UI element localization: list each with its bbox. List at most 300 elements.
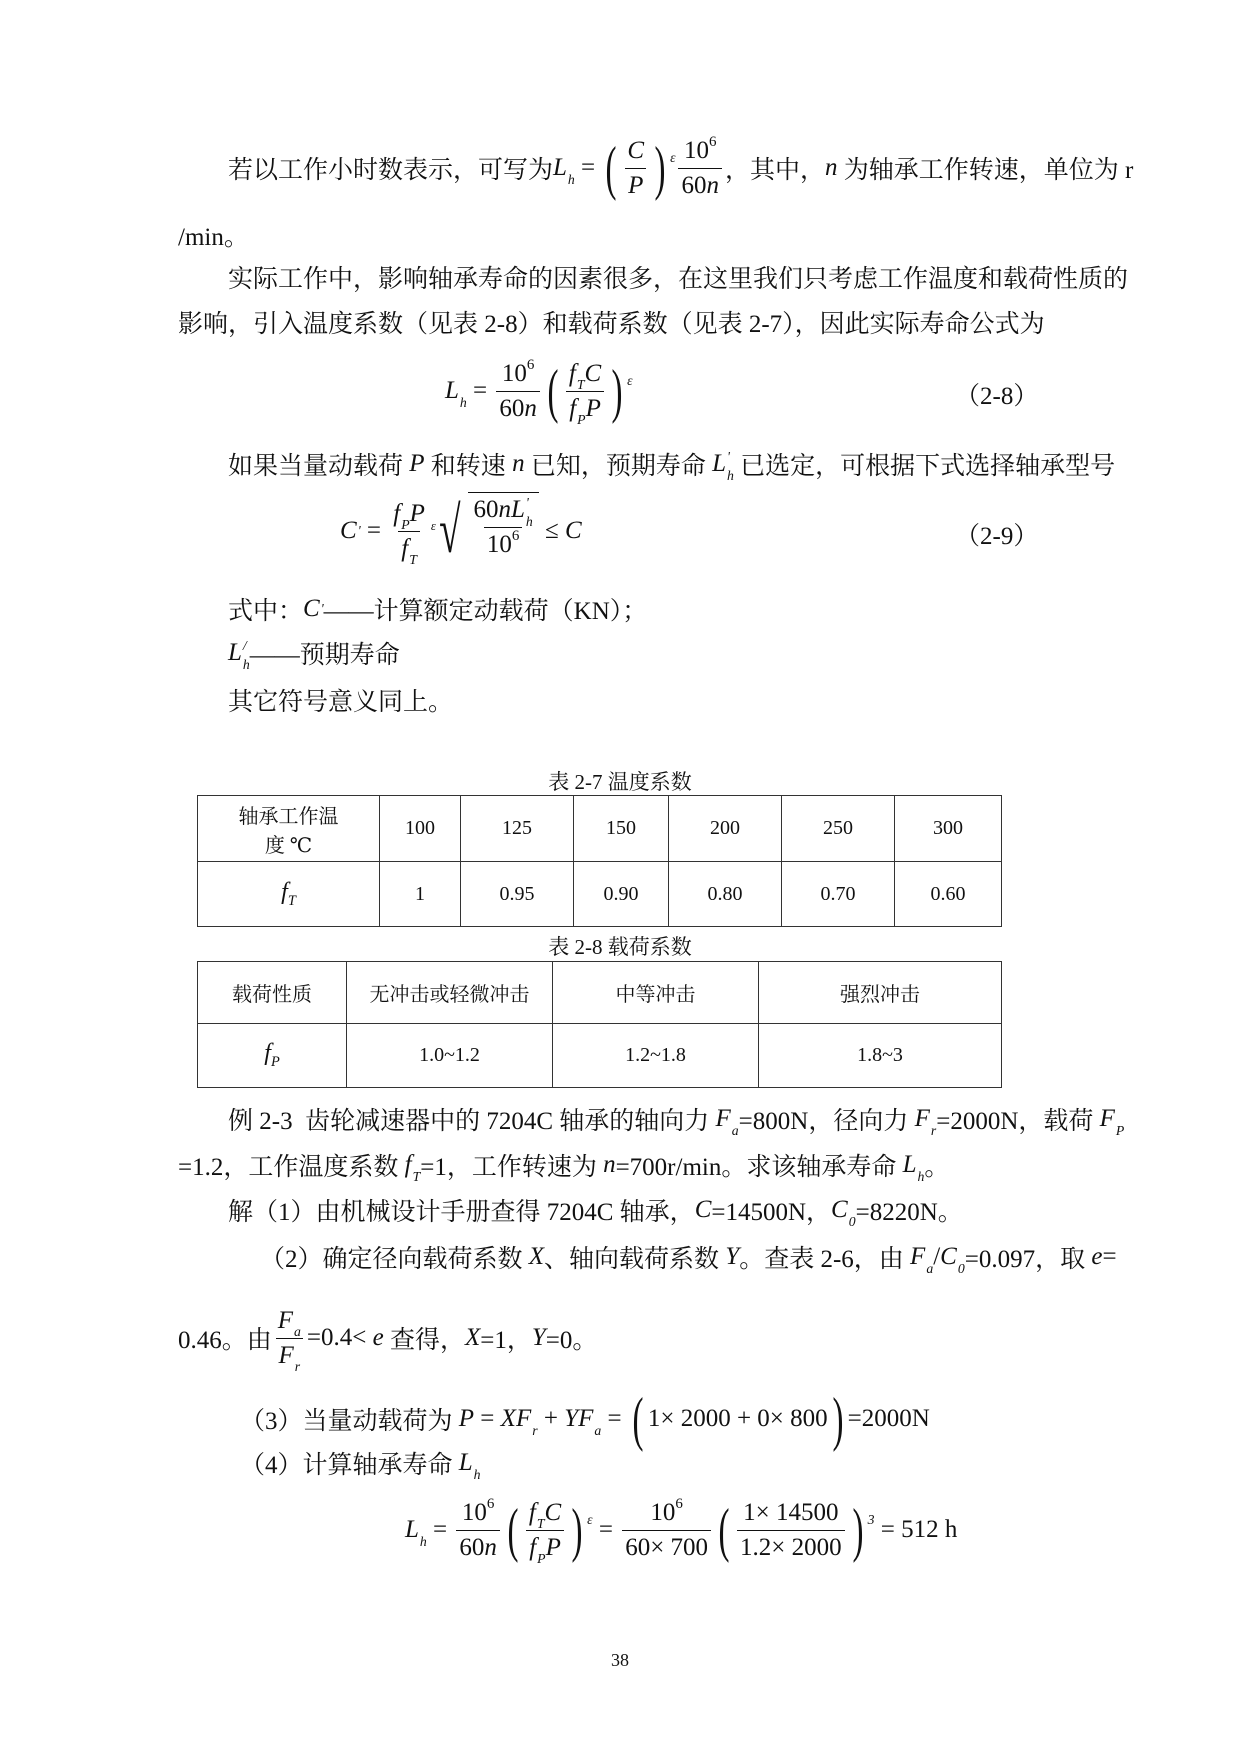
variable-scripts: [537, 1533, 546, 1567]
variable-symbol: e: [372, 1324, 384, 1351]
variable-scripts: [525, 495, 533, 529]
superscript: [420, 1516, 427, 1530]
text-run: /: [933, 1243, 941, 1270]
variable-symbol: F: [578, 1405, 594, 1432]
variable-symbol: P: [458, 1405, 475, 1432]
variable-symbol: n: [524, 394, 537, 422]
math-variable: [373, 1324, 384, 1352]
superscript: [294, 1307, 301, 1321]
math-variable: [340, 517, 361, 545]
fraction: [456, 1496, 500, 1565]
variable-scripts: [731, 1105, 739, 1138]
math-variable: [910, 1243, 934, 1276]
variable-scripts: [401, 500, 410, 533]
table-caption: 表 2-8 载荷系数: [548, 935, 692, 959]
variable-symbol: Y: [725, 1243, 740, 1270]
fraction-numerator: [390, 497, 428, 531]
superscript: /: [242, 637, 247, 653]
math-variable: [401, 532, 417, 566]
text-run: 。: [924, 1154, 950, 1181]
variable-symbol: C: [694, 1196, 712, 1223]
math-variable: [725, 1243, 739, 1271]
text-run: 查得，: [383, 1327, 465, 1354]
table-row: [198, 1024, 1002, 1088]
superscript: [577, 360, 585, 374]
table-cell: 150: [574, 796, 669, 862]
math-variable: [902, 1151, 925, 1184]
variable-scripts: [409, 534, 417, 568]
superscript: ': [320, 601, 324, 617]
fraction: [275, 1304, 304, 1373]
table-cell: 0.70: [782, 862, 895, 927]
exponent: ε: [627, 373, 633, 389]
table-row-label: [198, 862, 380, 927]
variable-symbol: C: [340, 517, 357, 544]
math-variable: [1099, 1105, 1125, 1138]
table-cell: 250: [782, 796, 895, 862]
text-run: =: [466, 377, 494, 404]
variable-symbol: P: [545, 1533, 561, 1561]
table-cell: 0.95: [461, 862, 574, 927]
variable-symbol: F: [914, 1105, 930, 1132]
fraction-denominator: [737, 1530, 845, 1565]
text-run: =0.4<: [306, 1324, 373, 1351]
text-run: ，其中，: [724, 157, 825, 184]
variable-symbol: F: [715, 1105, 731, 1132]
math-variable: [529, 1531, 545, 1565]
variable-symbol: P: [585, 394, 601, 422]
superscript: [401, 500, 409, 514]
variable-scripts: [917, 1151, 925, 1184]
variable-symbol: f: [404, 1151, 412, 1178]
equation-number: （2-9）: [955, 523, 1039, 550]
header-label: 轴承工作温: [238, 805, 339, 828]
text-run: 已知，预期寿命: [524, 453, 713, 480]
variable-scripts: [726, 448, 734, 483]
fraction-denominator: [456, 1530, 500, 1565]
variable-symbol: L: [712, 450, 726, 477]
text-run: 60× 700: [625, 1533, 709, 1561]
fraction: [390, 497, 428, 566]
fraction-numerator: [624, 134, 647, 168]
math-variable: [564, 1405, 578, 1433]
subscript: h: [917, 1168, 925, 1184]
fraction-numerator: [459, 1496, 498, 1530]
table-cell: 0.80: [669, 862, 782, 927]
subscript: a: [594, 1422, 602, 1438]
math-variable: [914, 1105, 937, 1138]
text-run: 已选定，可根据下式选择轴承型号: [733, 453, 1116, 480]
subscript: 0: [957, 1260, 965, 1276]
text-run: =2000N: [847, 1405, 930, 1432]
fraction: [737, 1496, 845, 1565]
exponent: 6: [486, 1495, 495, 1512]
variable-symbol: L: [902, 1151, 917, 1178]
table-cell: 0.60: [895, 862, 1002, 927]
fraction-denominator: [526, 1530, 564, 1565]
variable-scripts: [848, 1196, 856, 1229]
exponent: 6: [511, 527, 520, 544]
superscript: [918, 1151, 925, 1165]
variable-scripts: [419, 1516, 427, 1549]
superscript: [460, 377, 467, 391]
text-run: 60: [459, 1533, 485, 1561]
variable-symbol: F: [515, 1405, 532, 1432]
fraction-numerator: [681, 134, 720, 168]
parenthesis: (: [718, 1497, 730, 1563]
fraction-denominator: [496, 391, 540, 426]
subscript: h: [242, 656, 250, 672]
table-cell: 无冲击或轻微冲击: [347, 962, 553, 1024]
variable-symbol: e: [1091, 1243, 1103, 1270]
math-variable: [303, 595, 324, 623]
math-variable: [515, 1405, 538, 1438]
table-cell: 300: [895, 796, 1002, 862]
math-variable: [529, 1496, 545, 1530]
text-run: =2000N，载荷: [936, 1108, 1100, 1135]
text-run: =: [426, 1516, 454, 1543]
text-run: 、轴向载荷系数: [544, 1246, 726, 1273]
variable-symbol: C: [303, 595, 320, 622]
superscript: [1116, 1105, 1124, 1119]
parenthesis: ): [571, 1497, 583, 1563]
variable-scripts: [567, 154, 575, 187]
math-variable: [409, 450, 424, 478]
variable-symbol: L: [445, 377, 459, 404]
table-row-label: [198, 1024, 347, 1088]
variable-symbol: L: [458, 1449, 473, 1476]
parenthesis: ): [654, 135, 666, 201]
text-run: 10: [501, 359, 527, 387]
text-run: =800N，径向力: [738, 1108, 915, 1135]
math-variable: [393, 497, 409, 531]
text-run: =: [474, 1405, 501, 1432]
parenthesis: ): [611, 358, 623, 424]
exponent: 6: [675, 1495, 683, 1512]
fraction-denominator: [484, 527, 523, 562]
math-variable: [584, 357, 601, 391]
text-run: 其它符号意义同上。: [228, 689, 454, 716]
text-run: 60: [499, 394, 525, 422]
subscript: a: [926, 1260, 934, 1276]
symbol: f: [264, 1040, 271, 1067]
table-cell: 100: [380, 796, 461, 862]
text-run: 。查表 2-6，由: [739, 1246, 911, 1273]
variable-symbol: Y: [531, 1324, 546, 1351]
fraction-numerator: [471, 493, 536, 527]
subscript: r: [294, 1359, 301, 1375]
superscript: ': [726, 448, 730, 464]
exponent: 6: [526, 356, 535, 373]
fraction-denominator: [276, 1338, 304, 1373]
variable-symbol: f: [528, 1498, 536, 1526]
text-run: 1.2× 2000: [740, 1533, 842, 1561]
text-run: =0。: [545, 1327, 598, 1354]
text-run: 10: [486, 531, 512, 558]
table-caption: 表 2-7 温度系数: [548, 770, 692, 794]
math-variable: [458, 1449, 481, 1482]
symbol-subscript: P: [270, 1053, 280, 1070]
math-variable: [831, 1196, 856, 1229]
variable-symbol: F: [1099, 1105, 1115, 1132]
math-variable: [410, 497, 425, 531]
subscript: h: [525, 513, 533, 529]
variable-scripts: [473, 1449, 481, 1482]
math-variable: [465, 1324, 480, 1352]
parenthesis: (: [507, 1497, 519, 1563]
math-variable: [445, 377, 467, 410]
variable-symbol: L: [553, 154, 567, 181]
variable-symbol: C: [584, 359, 602, 387]
text-run: 10: [683, 136, 709, 164]
text-run: =700r/min。求该轴承寿命: [615, 1154, 903, 1181]
radical-index: ε: [430, 518, 436, 533]
parenthesis: ): [852, 1497, 864, 1563]
superscript: [413, 1151, 421, 1165]
subscript: P: [1115, 1122, 1125, 1138]
subscript: P: [537, 1551, 546, 1567]
subscript: P: [401, 517, 410, 533]
table-row: [198, 962, 1002, 1024]
text-run: （4）计算轴承寿命: [240, 1452, 459, 1479]
table-cell: 强烈冲击: [759, 962, 1002, 1024]
superscript: [849, 1196, 856, 1210]
superscript: [295, 1341, 300, 1355]
variable-symbol: Y: [564, 1405, 579, 1432]
fraction: [566, 357, 604, 426]
variable-symbol: C: [544, 1498, 562, 1526]
text-run: 0.46。由: [178, 1327, 272, 1354]
text-run: =: [574, 154, 602, 181]
parenthesis: ): [832, 1386, 844, 1452]
subscript: a: [294, 1324, 301, 1340]
fraction: [526, 1496, 564, 1565]
text-run: ≤: [538, 517, 566, 544]
text-run: ——计算额定动载荷（KN）；: [323, 598, 648, 625]
superscript: [537, 1499, 545, 1513]
variable-symbol: L: [511, 496, 525, 524]
exponent: 3: [867, 1512, 875, 1528]
table-header-cell: 载荷性质: [198, 962, 347, 1024]
variable-symbol: n: [484, 1533, 497, 1561]
fraction-denominator: [678, 168, 722, 203]
variable-symbol: n: [825, 154, 838, 181]
text-run: （3）当量动载荷为: [240, 1408, 459, 1435]
variable-scripts: [459, 377, 467, 410]
math-variable: [459, 1405, 474, 1433]
table-header-cell: [198, 796, 380, 862]
math-variable: [695, 1196, 712, 1224]
math-variable: [1091, 1243, 1102, 1271]
variable-symbol: X: [465, 1324, 481, 1351]
text-run: 例 2-3 齿轮减速器中的 7204C 轴承的轴向力: [228, 1108, 716, 1135]
variable-scripts: [957, 1243, 965, 1276]
subscript: T: [409, 552, 417, 568]
variable-symbol: F: [277, 1306, 294, 1334]
table-cell: 200: [669, 796, 782, 862]
variable-symbol: L: [405, 1516, 419, 1543]
fraction-numerator: [566, 357, 604, 391]
math-variable: [715, 1105, 739, 1138]
subscript: r: [532, 1422, 538, 1438]
variable-symbol: C: [940, 1243, 957, 1270]
variable-symbol: f: [401, 534, 409, 562]
variable-scripts: [242, 637, 250, 672]
text-run: =: [601, 1405, 628, 1432]
text-run: 若以工作小时数表示，可写为: [228, 157, 554, 184]
text-run: 1× 14500: [743, 1498, 839, 1526]
variable-symbol: C: [831, 1196, 848, 1223]
text-run: 为轴承工作转速，单位为 r: [837, 157, 1134, 184]
text-run: 60: [681, 171, 707, 199]
superscript: [732, 1105, 739, 1119]
text-run: =8220N。: [855, 1199, 963, 1226]
fraction-numerator: [526, 1496, 564, 1530]
math-variable: [565, 517, 582, 545]
superscript: [474, 1449, 481, 1463]
subscript: h: [459, 394, 467, 410]
load-factor-table: [197, 961, 1002, 1088]
variable-symbol: n: [603, 1151, 616, 1178]
parenthesis: (: [605, 135, 617, 201]
text-run: =: [592, 1516, 620, 1543]
variable-scripts: [594, 1405, 602, 1438]
variable-symbol: f: [529, 1533, 537, 1561]
parenthesis: (: [632, 1386, 644, 1452]
subscript: T: [576, 377, 585, 393]
subscript: T: [412, 1168, 421, 1184]
text-run: +: [537, 1405, 565, 1432]
superscript: [537, 1533, 545, 1547]
variable-symbol: C: [565, 517, 582, 544]
variable-symbol: n: [706, 171, 719, 199]
parenthesis: (: [547, 358, 559, 424]
text-run: ——预期寿命: [249, 642, 400, 669]
variable-symbol: f: [568, 359, 576, 387]
subscript: h: [726, 467, 734, 483]
superscript: [409, 534, 417, 548]
radicand: [468, 492, 539, 562]
fraction: [622, 1496, 711, 1565]
radical: [430, 494, 539, 567]
math-variable: [546, 1531, 561, 1565]
math-variable: [706, 169, 719, 203]
math-variable: [553, 154, 575, 187]
text-run: 60: [473, 496, 499, 524]
text-run: /min。: [178, 224, 249, 251]
variable-symbol: P: [409, 499, 425, 527]
table-cell: 1.0~1.2: [347, 1024, 553, 1088]
text-run: =14500N，: [711, 1199, 832, 1226]
fraction-denominator: [566, 391, 604, 426]
subscript: h: [473, 1466, 481, 1482]
math-variable: [940, 1243, 965, 1276]
math-variable: [501, 1405, 516, 1433]
math-variable: [279, 1339, 301, 1373]
subscript: r: [930, 1122, 937, 1138]
fraction-denominator: [625, 168, 646, 203]
math-variable: [627, 134, 644, 168]
math-variable: [512, 450, 525, 478]
variable-scripts: [294, 1341, 301, 1375]
subscript: a: [731, 1122, 739, 1138]
variable-symbol: f: [569, 394, 577, 422]
superscript: [568, 154, 575, 168]
fraction-numerator: [647, 1496, 686, 1530]
math-variable: [524, 392, 537, 426]
variable-scripts: [1115, 1105, 1125, 1138]
fraction-numerator: [275, 1304, 304, 1338]
subscript: T: [536, 1516, 545, 1532]
text-run: 10: [650, 1498, 676, 1526]
variable-scripts: [294, 1307, 301, 1340]
table-cell: 中等冲击: [553, 962, 759, 1024]
exponent: ε: [587, 1512, 593, 1528]
math-variable: [484, 1531, 497, 1565]
variable-symbol: P: [628, 171, 644, 199]
text-run: 如果当量动载荷: [228, 453, 410, 480]
fraction: [624, 134, 647, 203]
text-run: 1× 2000 + 0× 800: [647, 1405, 828, 1432]
subscript: h: [567, 171, 575, 187]
table-row: [198, 796, 1002, 862]
math-variable: [628, 169, 643, 203]
variable-scripts: [412, 1151, 421, 1184]
text-run: 式中：: [228, 598, 304, 625]
subscript: h: [419, 1533, 427, 1549]
math-variable: [586, 392, 601, 426]
variable-symbol: C: [627, 136, 645, 164]
variable-symbol: F: [910, 1243, 926, 1270]
fraction-denominator: [398, 531, 420, 566]
fraction-numerator: [499, 357, 538, 391]
text-run: = 512 h: [874, 1516, 958, 1543]
math-variable: [569, 392, 585, 426]
math-variable: [404, 1151, 421, 1184]
variable-symbol: f: [393, 499, 401, 527]
fraction: [471, 493, 536, 562]
text-run: 影响，引入温度系数（见表 2-8）和载荷系数（见表 2-7），因此实际寿命公式为: [178, 311, 1045, 338]
text-run: =: [1102, 1243, 1117, 1270]
equation-number: （2-8）: [955, 383, 1039, 410]
math-variable: [578, 1405, 602, 1438]
variable-scripts: [576, 360, 585, 393]
superscript: ': [525, 495, 529, 511]
variable-symbol: X: [500, 1405, 516, 1432]
fraction-denominator: [622, 1530, 711, 1565]
header-label: 度 ℃: [264, 834, 313, 857]
math-variable: [278, 1304, 301, 1338]
variable-scripts: [577, 394, 586, 428]
text-run: =: [360, 517, 388, 544]
superscript: [594, 1405, 601, 1419]
math-variable: [511, 493, 533, 527]
table-row: [198, 862, 1002, 927]
variable-scripts: [926, 1243, 934, 1276]
variable-symbol: F: [278, 1341, 294, 1369]
page-number: 38: [611, 1650, 629, 1670]
variable-symbol: n: [512, 450, 525, 477]
table-cell: 125: [461, 796, 574, 862]
superscript: [926, 1243, 933, 1257]
math-variable: [712, 448, 734, 483]
exponent: ε: [670, 150, 676, 166]
symbol-subscript: T: [287, 892, 296, 909]
text-run: =0.097，取: [964, 1246, 1092, 1273]
math-variable: [569, 357, 585, 391]
text-run: =1.2，工作温度系数: [178, 1154, 405, 1181]
math-variable: [499, 493, 512, 527]
